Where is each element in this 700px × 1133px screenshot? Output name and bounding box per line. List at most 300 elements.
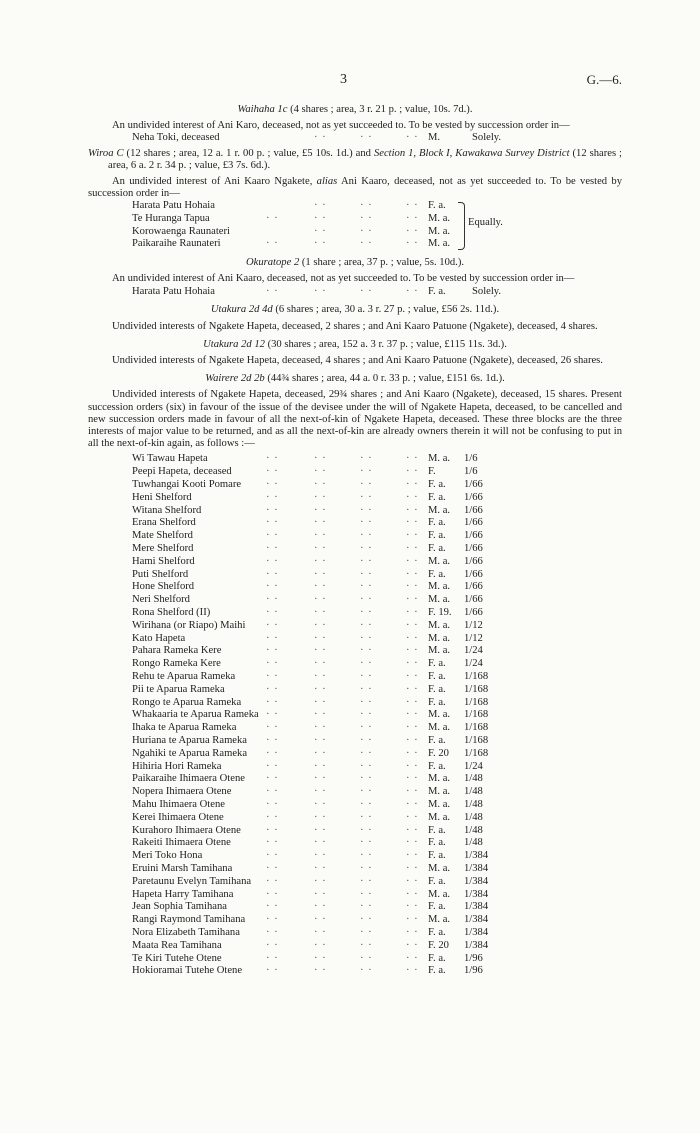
leader-dots: · · [266,645,279,657]
heir-name: Whakaaria te Aparua Rameka [132,709,259,721]
leader-dots: · · [406,901,419,913]
leader-dots: · · [406,696,419,708]
heir-row [88,658,622,671]
leader-dots: · · [314,709,327,721]
heir-row [88,530,622,543]
heir-share: 1/24 [464,658,483,670]
leader-dots: · · [314,632,327,644]
leader-dots: · · [266,722,279,734]
heir-sex: F. a. [428,837,446,849]
section-heading-utakura-12: Utakura 2d 12 (30 shares ; area, 152 a. 3 r. 37 p. ; value, £115 11s. 3d.). [203,338,507,350]
heir-name: Nopera Ihimaera Otene [132,786,232,798]
section-text-wiroa: An undivided interest of Ani Kaaro Ngakete, alias Ani Kaaro, deceased, not as yet succeeded to. To be vested by succession order in— [88,175,622,199]
succession-entry: Harata Patu Hohaia · · · · · · · · F. a. Solely. [132,285,502,297]
leader-dots: · · [314,914,327,926]
leader-dots: · · [314,939,327,951]
leader-dots: · · [266,696,279,708]
heir-share: 1/48 [464,798,483,810]
leader-dots: · · [266,824,279,836]
leader-dots: · · [314,555,327,567]
heir-share: 1/96 [464,965,483,977]
leader-dots: · · [360,543,373,555]
leader-dots: · · [314,645,327,657]
section-text-wairere: Undivided interests of Ngakete Hapeta, deceased, 29¾ shares ; and Ani Kaaro (Ngakete), deceased, 15 shares. Present succession orders (six) in favour of the issue of the devisee under the will of Ngakete Hapeta, deceased, to be cancelled and new succession orders made in favour of all the next-of-kin of Ngakete Hapeta, deceased. These three blocks are the three interests of major value to be returned, and as all the next-of-kin are already owners therein it will not be confusing to put in all the next-of-kin again, as follows :— [88,389,622,450]
heir-sex: F. a. [428,760,446,772]
heir-sex: F. 20 [428,939,449,951]
heir-name: Rakeiti Ihimaera Otene [132,837,231,849]
leader-dots: · · [406,619,419,631]
heir-row [88,594,622,607]
section-heading-wairere: Wairere 2d 2b (44¾ shares ; area, 44 a. 0 r. 33 p. ; value, £151 6s. 1d.). [205,373,505,385]
heir-share: 1/384 [464,862,489,874]
leader-dots: · · [406,568,419,580]
succession-entry: Korowaenga Raunateri · · · · · · M. a. [132,225,451,237]
heir-sex: M. a. [428,914,451,926]
leader-dots: · · [314,479,327,491]
heir-sex: M. a. [428,773,451,785]
leader-dots: · · [266,952,279,964]
heir-row [88,876,622,889]
succession-group-wiroa [88,200,622,251]
leader-dots: · · [314,530,327,542]
heir-share: 1/384 [464,888,489,900]
heir-name: Mate Shelford [132,530,193,542]
leader-dots: · · [266,658,279,670]
leader-dots: · · [360,786,373,798]
leader-dots: · · [266,798,279,810]
heir-name: Pahara Rameka Kere [132,645,222,657]
heir-share: 1/66 [464,479,483,491]
leader-dots: · · [314,824,327,836]
succession-entry: Harata Patu Hohaia · · · · · · F. a. [132,200,446,212]
leader-dots: · · [360,734,373,746]
heir-share: 1/168 [464,747,489,759]
leader-dots: · · [406,670,419,682]
leader-dots: · · [266,491,279,503]
heir-share: 1/168 [464,734,489,746]
leader-dots: · · [314,722,327,734]
heir-row [88,901,622,914]
heir-share: 1/168 [464,722,489,734]
leader-dots: · · [360,504,373,516]
heir-row [88,889,622,902]
heir-name: Rongo Rameka Kere [132,658,221,670]
heir-name: Eruini Marsh Tamihana [132,862,233,874]
heir-share: 1/66 [464,504,483,516]
leader-dots: · · [360,824,373,836]
leader-dots: · · [314,786,327,798]
leader-dots: · · [406,837,419,849]
heir-sex: F. a. [428,965,446,977]
section-text-waihaha: An undivided interest of Ani Karo, deceased, not as yet succeeded to. To be vested by succession order in— [112,120,570,132]
leader-dots: · · [360,607,373,618]
heir-row [88,492,622,505]
heir-sex: F. a. [428,491,446,503]
heir-share: 1/96 [464,952,483,964]
leader-dots: · · [314,901,327,913]
heir-sex: F. a. [428,568,446,580]
leader-dots: · · [360,850,373,862]
leader-dots: · · [266,850,279,862]
leader-dots: · · [360,926,373,938]
heir-share: 1/384 [464,901,489,913]
leader-dots: · · [266,914,279,926]
heir-name: Huriana te Aparua Rameka [132,734,248,746]
succession-entry: Paikaraihe Raunateri · · · · · · · · M. a. [132,238,451,250]
leader-dots: · · [314,658,327,670]
heir-row [88,940,622,953]
leader-dots: · · [266,581,279,593]
leader-dots: · · [266,517,279,529]
heir-row [88,709,622,722]
heir-share: 1/6 [464,453,478,465]
heir-sex: M. a. [428,888,451,900]
heir-name: Mere Shelford [132,543,194,555]
leader-dots: · · [360,747,373,759]
section-text-okuratope: An undivided interest of Ani Kaaro, deceased, not as yet succeeded to. To be vested by succession order in— [112,273,575,285]
leader-dots: · · [266,875,279,887]
succession-entry: Neha Toki, deceased · · · · · · M. Solely. [132,132,502,144]
heir-share: 1/384 [464,914,489,926]
leader-dots: · · [360,453,373,465]
heir-sex: M. a. [428,786,451,798]
heir-share: 1/168 [464,696,489,708]
leader-dots: · · [314,926,327,938]
leader-dots: · · [266,862,279,874]
section-text-utakura-12: Undivided interests of Ngakete Hapeta, deceased, 4 shares ; and Ani Kaaro Patuone (Ngakete), deceased, 26 shares. [112,355,603,367]
heir-sex: M. a. [428,632,451,644]
heir-share: 1/24 [464,645,483,657]
heir-row [88,735,622,748]
leader-dots: · · [314,888,327,900]
heir-sex: F. a. [428,824,446,836]
heir-name: Rehu te Aparua Rameka [132,670,236,682]
heir-sex: F. [428,466,436,478]
heir-row [88,965,622,978]
leader-dots: · · [406,530,419,542]
leader-dots: · · [360,632,373,644]
leader-dots: · · [406,824,419,836]
heir-sex: F. a. [428,875,446,887]
leader-dots: · · [360,619,373,631]
leader-dots: · · [406,862,419,874]
heir-sex: M. a. [428,709,451,721]
heir-row [88,607,622,620]
section-text-utakura-4d: Undivided interests of Ngakete Hapeta, deceased, 2 shares ; and Ani Kaaro Patuone (Ngakete), deceased, 4 shares. [112,320,598,332]
leader-dots: · · [266,734,279,746]
leader-dots: · · [266,594,279,606]
leader-dots: · · [314,619,327,631]
leader-dots: · · [406,645,419,657]
heir-row [88,850,622,863]
leader-dots: · · [314,811,327,823]
heir-name: Meri Toko Hona [132,850,203,862]
heir-row [88,453,622,466]
heir-sex: M. a. [428,811,451,823]
heir-row [88,581,622,594]
leader-dots: · · [360,530,373,542]
heir-row [88,953,622,966]
document-reference: G.—6. [586,72,622,87]
leader-dots: · · [406,543,419,555]
next-of-kin-list [88,453,622,978]
leader-dots: · · [314,952,327,964]
leader-dots: · · [406,773,419,785]
leader-dots: · · [406,517,419,529]
heir-name: Puti Shelford [132,568,189,580]
heir-share: 1/48 [464,824,483,836]
section-heading-wiroa: Wiroa C (12 shares ; area, 12 a. 1 r. 00 p. ; value, £5 10s. 1d.) and Section 1, Block I, Kawakawa Survey District (12 shares ; area, 6 a. 2 r. 34 p. ; value, £3 7s. 6d.). [88,148,623,172]
heir-name: Witana Shelford [132,504,202,516]
leader-dots: · · [406,581,419,593]
heir-sex: F. a. [428,543,446,555]
heir-share: 1/384 [464,926,489,938]
leader-dots: · · [406,952,419,964]
leader-dots: · · [266,760,279,772]
leader-dots: · · [360,683,373,695]
heir-name: Hone Shelford [132,581,195,593]
heir-name: Rangi Raymond Tamihana [132,914,246,926]
heir-row [88,645,622,658]
heir-share: 1/12 [464,619,483,631]
heir-row [88,517,622,530]
heir-row [88,633,622,646]
heir-name: Ihaka te Aparua Rameka [132,722,237,734]
heir-row [88,799,622,812]
heir-share: 1/66 [464,491,483,503]
leader-dots: · · [360,722,373,734]
leader-dots: · · [360,466,373,478]
heir-name: Peepi Hapeta, deceased [132,466,232,478]
heir-name: Kurahoro Ihimaera Otene [132,824,241,836]
heir-sex: F. a. [428,901,446,913]
leader-dots: · · [314,696,327,708]
heir-name: Pii te Aparua Rameka [132,683,225,695]
leader-dots: · · [360,773,373,785]
heir-row [88,914,622,927]
leader-dots: · · [406,683,419,695]
leader-dots: · · [266,607,279,618]
leader-dots: · · [406,965,419,977]
heir-row [88,684,622,697]
heir-name: Neri Shelford [132,594,190,606]
heir-share: 1/66 [464,607,483,618]
leader-dots: · · [314,466,327,478]
heir-share: 1/48 [464,837,483,849]
equally-note: Equally. [468,217,503,229]
leader-dots: · · [266,709,279,721]
heir-row [88,786,622,799]
leader-dots: · · [314,568,327,580]
heir-name: Jean Sophia Tamihana [132,901,227,913]
heir-name: Paikaraihe Ihimaera Otene [132,773,245,785]
heir-share: 1/384 [464,850,489,862]
leader-dots: · · [406,658,419,670]
heir-share: 1/66 [464,530,483,542]
heir-row [88,825,622,838]
heir-sex: F. a. [428,530,446,542]
leader-dots: · · [266,786,279,798]
leader-dots: · · [406,555,419,567]
heir-name: Maata Rea Tamihana [132,939,222,951]
document-body [88,104,622,978]
heir-name: Kato Hapeta [132,632,186,644]
heir-name: Tuwhangai Kooti Pomare [132,479,242,491]
leader-dots: · · [266,453,279,465]
leader-dots: · · [360,568,373,580]
heir-sex: F. 19. [428,607,452,618]
heir-name: Hihiria Hori Rameka [132,760,222,772]
leader-dots: · · [360,939,373,951]
leader-dots: · · [360,645,373,657]
heir-share: 1/48 [464,773,483,785]
leader-dots: · · [406,466,419,478]
leader-dots: · · [314,491,327,503]
leader-dots: · · [406,850,419,862]
leader-dots: · · [314,875,327,887]
leader-dots: · · [266,683,279,695]
leader-dots: · · [360,479,373,491]
leader-dots: · · [266,773,279,785]
section-heading-okuratope: Okuratope 2 (1 share ; area, 37 p. ; value, 5s. 10d.). [245,257,464,269]
heir-row [88,863,622,876]
heir-share: 1/6 [464,466,478,478]
leader-dots: · · [314,837,327,849]
leader-dots: · · [266,530,279,542]
heir-row [88,466,622,479]
heir-sex: M. a. [428,798,451,810]
leader-dots: · · [314,607,327,618]
succession-entry: Te Huranga Tapua · · · · · · · · M. a. [132,212,451,224]
leader-dots: · · [266,939,279,951]
leader-dots: · · [406,722,419,734]
heir-share: 1/168 [464,670,489,682]
heir-row [88,722,622,735]
heir-sex: F. a. [428,479,446,491]
leader-dots: · · [266,965,279,977]
leader-dots: · · [314,734,327,746]
leader-dots: · · [360,875,373,887]
heir-name: Mahu Ihimaera Otene [132,798,225,810]
heir-row [88,569,622,582]
leader-dots: · · [266,837,279,849]
heir-name: Wirihana (or Riapo) Maihi [132,619,246,631]
leader-dots: · · [360,709,373,721]
heir-share: 1/66 [464,594,483,606]
heir-name: Kerei Ihimaera Otene [132,811,224,823]
leader-dots: · · [360,901,373,913]
leader-dots: · · [314,543,327,555]
leader-dots: · · [406,632,419,644]
heir-name: Rona Shelford (II) [132,607,211,618]
heir-share: 1/66 [464,543,483,555]
leader-dots: · · [406,939,419,951]
heir-sex: F. a. [428,734,446,746]
heir-sex: F. a. [428,696,446,708]
leader-dots: · · [266,888,279,900]
heir-sex: F. a. [428,517,446,529]
heir-sex: F. a. [428,952,446,964]
heir-name: Heni Shelford [132,491,192,503]
section-heading-waihaha: Waihaha 1c (4 shares ; area, 3 r. 21 p. ; value, 10s. 7d.). [237,104,473,115]
leader-dots: · · [266,543,279,555]
leader-dots: · · [266,632,279,644]
heir-sex: M. a. [428,594,451,606]
heir-row [88,697,622,710]
heir-sex: M. a. [428,581,451,593]
leader-dots: · · [360,888,373,900]
heir-row [88,812,622,825]
heir-sex: F. a. [428,658,446,670]
leader-dots: · · [360,594,373,606]
heir-share: 1/66 [464,581,483,593]
heir-share: 1/168 [464,683,489,695]
leader-dots: · · [360,965,373,977]
heir-share: 1/384 [464,939,489,951]
leader-dots: · · [406,747,419,759]
leader-dots: · · [406,491,419,503]
leader-dots: · · [360,491,373,503]
heir-name: Erana Shelford [132,517,196,529]
leader-dots: · · [266,811,279,823]
leader-dots: · · [406,594,419,606]
page-header [0,74,700,90]
heir-row [88,543,622,556]
heir-share: 1/168 [464,709,489,721]
leader-dots: · · [406,888,419,900]
leader-dots: · · [360,696,373,708]
leader-dots: · · [314,453,327,465]
heir-row [88,837,622,850]
leader-dots: · · [314,760,327,772]
leader-dots: · · [360,952,373,964]
heir-name: Wi Tawau Hapeta [132,453,208,465]
heir-sex: F. a. [428,683,446,695]
leader-dots: · · [406,709,419,721]
leader-dots: · · [406,504,419,516]
leader-dots: · · [406,607,419,618]
heir-sex: F. a. [428,670,446,682]
leader-dots: · · [360,862,373,874]
leader-dots: · · [314,581,327,593]
heir-sex: F. 20 [428,747,449,759]
leader-dots: · · [360,798,373,810]
heir-sex: M. a. [428,722,451,734]
heir-share: 1/66 [464,517,483,529]
leader-dots: · · [406,798,419,810]
leader-dots: · · [314,773,327,785]
leader-dots: · · [266,619,279,631]
heir-sex: M. a. [428,555,451,567]
heir-share: 1/66 [464,555,483,567]
heir-share: 1/24 [464,760,483,772]
leader-dots: · · [360,914,373,926]
heir-name: Rongo te Aparua Rameka [132,696,242,708]
heir-name: Hokioramai Tutehe Otene [132,965,243,977]
leader-dots: · · [314,965,327,977]
leader-dots: · · [266,555,279,567]
heir-share: 1/12 [464,632,483,644]
heir-name: Paretaunu Evelyn Tamihana [132,875,252,887]
heir-sex: M. a. [428,645,451,657]
heir-sex: M. a. [428,453,451,465]
leader-dots: · · [360,517,373,529]
leader-dots: · · [314,517,327,529]
leader-dots: · · [360,811,373,823]
leader-dots: · · [266,466,279,478]
leader-dots: · · [406,811,419,823]
leader-dots: · · [360,555,373,567]
